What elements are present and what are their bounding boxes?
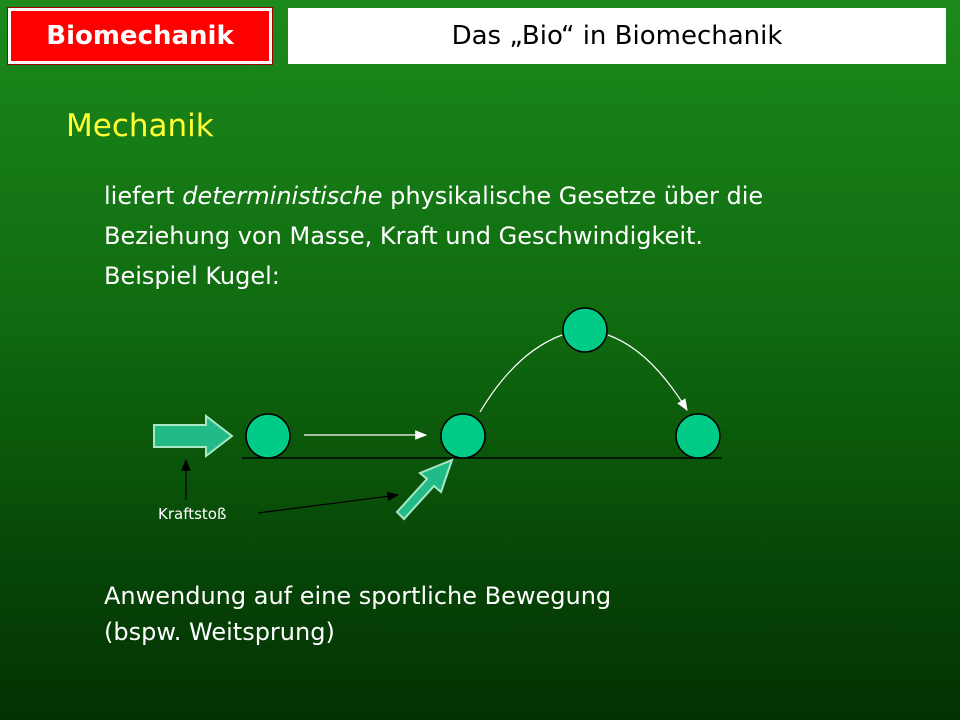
closing-line-1: Anwendung auf eine sportliche Bewegung: [104, 582, 612, 610]
closing-text: [104, 578, 924, 650]
closing-line-2: (bspw. Weitsprung): [104, 618, 335, 646]
ball-middle: [441, 414, 485, 458]
trajectory-up-arrow: [480, 335, 562, 412]
trajectory-down-arrow: [608, 335, 687, 410]
header-title: Das „Bio“ in Biomechanik: [451, 21, 783, 51]
header-tab-label: Biomechanik: [46, 21, 234, 51]
ball-end: [676, 414, 720, 458]
body-line-3: Beispiel Kugel:: [104, 262, 280, 290]
body-line-2: Beziehung von Masse, Kraft und Geschwindigkeit.: [104, 222, 704, 250]
ball-top: [563, 308, 607, 352]
body-text-part2: physikalische Gesetze über die: [382, 182, 764, 210]
force-label: Kraftstoß: [158, 505, 227, 523]
body-text-part1: liefert: [104, 182, 183, 210]
body-text-emphasis: deterministische: [182, 182, 383, 210]
horizontal-force-arrow: [154, 416, 232, 456]
ball-start: [246, 414, 290, 458]
section-heading: Mechanik: [66, 108, 214, 144]
label-pointer-diagonal: [258, 495, 398, 513]
diagonal-force-arrow: [397, 460, 452, 519]
